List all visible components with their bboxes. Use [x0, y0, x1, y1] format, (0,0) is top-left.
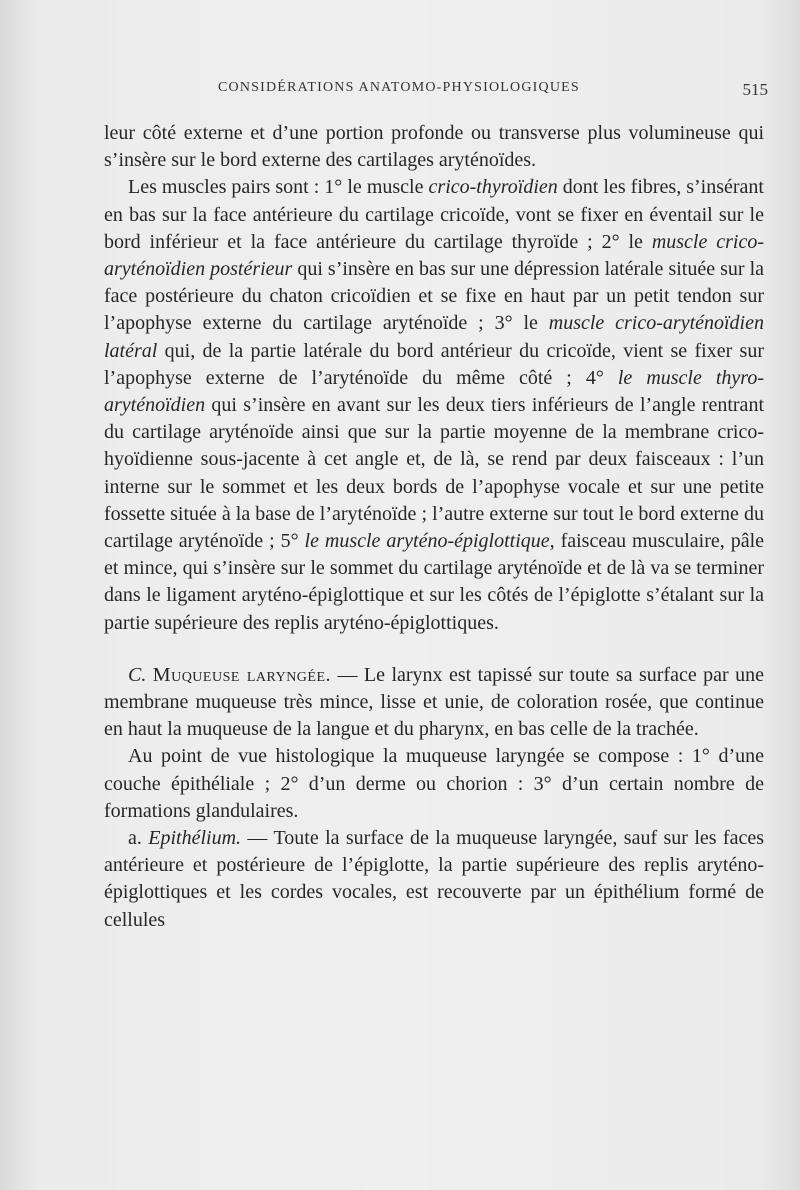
subsection-letter: a.	[128, 827, 142, 850]
text-run: — Toute la surface de la muqueuse laryngée, sauf sur les faces antérieure et postérieure de l’épiglotte, la partie supérieure des replis aryténo-épiglottiques et les cordes vocales, est recouverte par un épithélium formé de cellules	[104, 827, 765, 931]
section-heading: Muqueuse laryngée.	[152, 663, 332, 686]
italic-term: muscle crico-aryténoïdien postérieur	[104, 230, 764, 281]
italic-term: crico-thyroïdien	[428, 176, 558, 199]
text-run: Les muscles pairs sont : 1° le muscle	[128, 176, 429, 199]
italic-term: le muscle aryténo-épiglottique	[304, 530, 550, 553]
section-letter: C.	[128, 663, 147, 686]
paragraph-muscles-pairs	[104, 174, 764, 636]
text-run: qui s’insère en bas sur une dépression latérale située sur la face postérieure du chaton cricoïdien et se fixe en haut par un petit tendon sur l’apophyse externe du cartilage aryténoïde ; 3° le	[104, 258, 764, 335]
text-run: — Le larynx est tapissé sur toute sa surface par une membrane muqueuse très mince, lisse et unie, de coloration rosée, que continue en haut la muqueuse de la langue et du pharynx, en bas celle de la trachée.	[104, 663, 765, 741]
paragraph-histologie: Au point de vue histologique la muqueuse laryngée se compose : 1° d’une couche épithéliale ; 2° d’un derme ou chorion : 3° d’un certain nombre de formations glandulaires.	[104, 745, 764, 822]
paragraph-continuation: leur côté externe et d’une portion profonde ou transverse plus volumineuse qui s’insère sur le bord externe des cartilages aryténoïdes.	[104, 122, 764, 172]
italic-term: le muscle thyro-aryténoïdien	[104, 366, 764, 417]
text-run: qui s’insère en avant sur les deux tiers inférieurs de l’angle rentrant du cartilage aryténoïde ainsi que sur la partie moyenne de la membrane crico-hyoïdienne sous-jacente à cet angle et, de là, se rend par deux faisceaux : l’un interne sur le sommet et les deux bords de l’apophyse vocale et sur une petite fossette située à la base de l’aryténoïde ; l’autre externe sur tout le bord externe du cartilage aryténoïde ; 5°	[104, 394, 764, 553]
italic-term: muscle crico-aryténoïdien latéral	[104, 312, 764, 362]
body-text	[104, 120, 764, 934]
text-run: , faisceau musculaire, pâle et mince, qui s’insère sur le sommet du cartilage aryténoïde et de là va se terminer dans le ligament aryténo-épiglottique et sur les côtés de l’épiglotte s’étalant sur la partie supérieure des replis aryténo-épiglottiques.	[104, 530, 765, 634]
page-number: 515	[742, 80, 768, 99]
section-muqueuse-laryngee	[104, 662, 764, 744]
text-run: dont les fibres, s’insérant en bas sur la face antérieure du cartilage cricoïde, vont se fixer en éventail sur le bord inférieur et la face antérieure du cartilage thyroïde ; 2° le	[104, 176, 764, 253]
subsection-heading: Epithélium.	[148, 827, 242, 850]
running-header-title: CONSIDÉRATIONS ANATOMO-PHYSIOLOGIQUES	[218, 80, 580, 95]
paragraph-epithelium	[104, 825, 764, 934]
text-run: qui, de la partie latérale du bord antérieur du cricoïde, vient se fixer sur l’apophyse externe de l’aryténoïde du même côté ; 4°	[104, 339, 764, 389]
